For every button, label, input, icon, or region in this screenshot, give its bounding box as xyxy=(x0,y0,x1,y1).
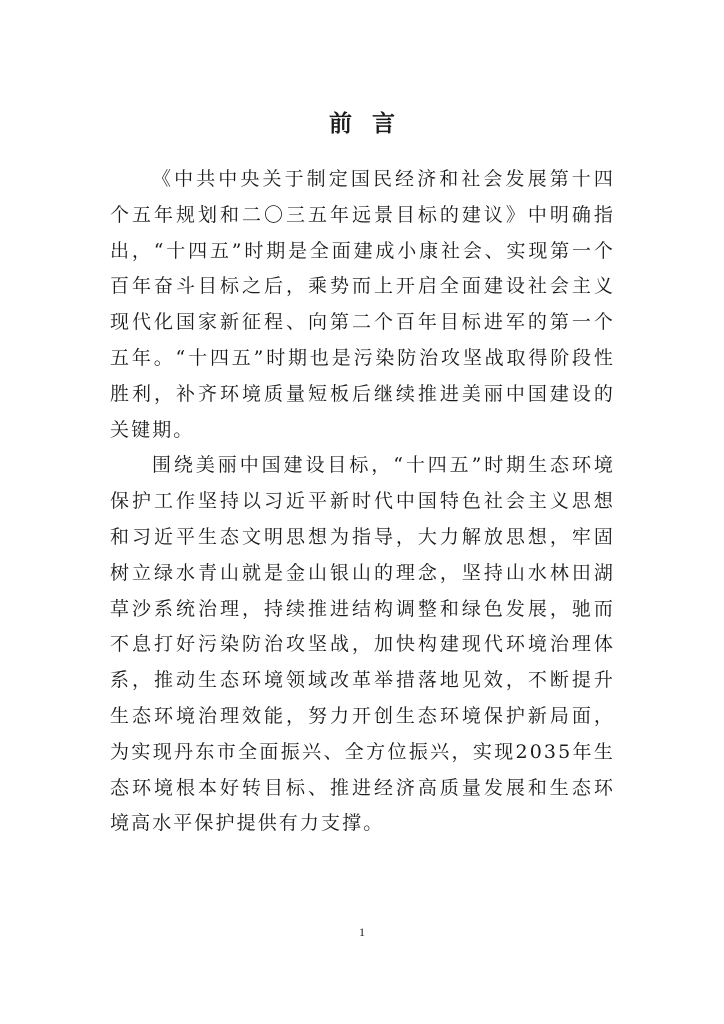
page-title: 前言 xyxy=(329,110,415,137)
paragraph-1: 《中共中央关于制定国民经济和社会发展第十四个五年规划和二〇三五年远景目标的建议》中明确指出，“十四五”时期是全面建成小康社会、实现第一个百年奋斗目标之后，乘势而上开启全面建设社会主义现代化国家新征程、向第二个百年目标进军的第一个五年。“十四五”时期也是污染防治攻坚战取得阶段性胜利，补齐环境质量短板后继续推进美丽中国建设的关键期。 xyxy=(110,168,615,441)
body-text xyxy=(110,162,615,842)
page-number: 1 xyxy=(359,925,365,939)
paragraph-2: 围绕美丽中国建设目标，“十四五”时期生态环境保护工作坚持以习近平新时代中国特色社会主义思想和习近平生态文明思想为指导，大力解放思想，牢固树立绿水青山就是金山银山的理念，坚持山水林田湖草沙系统治理，持续推进结构调整和绿色发展，驰而不息打好污染防治攻坚战，加快构建现代环境治理体系，推动生态环境领域改革举措落地见效，不断提升生态环境治理效能，努力开创生态环境保护新局面，为实现丹东市全面振兴、全方位振兴，实现2035年生态环境根本好转目标、推进经济高质量发展和生态环境高水平保护提供有力支撑。 xyxy=(110,454,615,835)
